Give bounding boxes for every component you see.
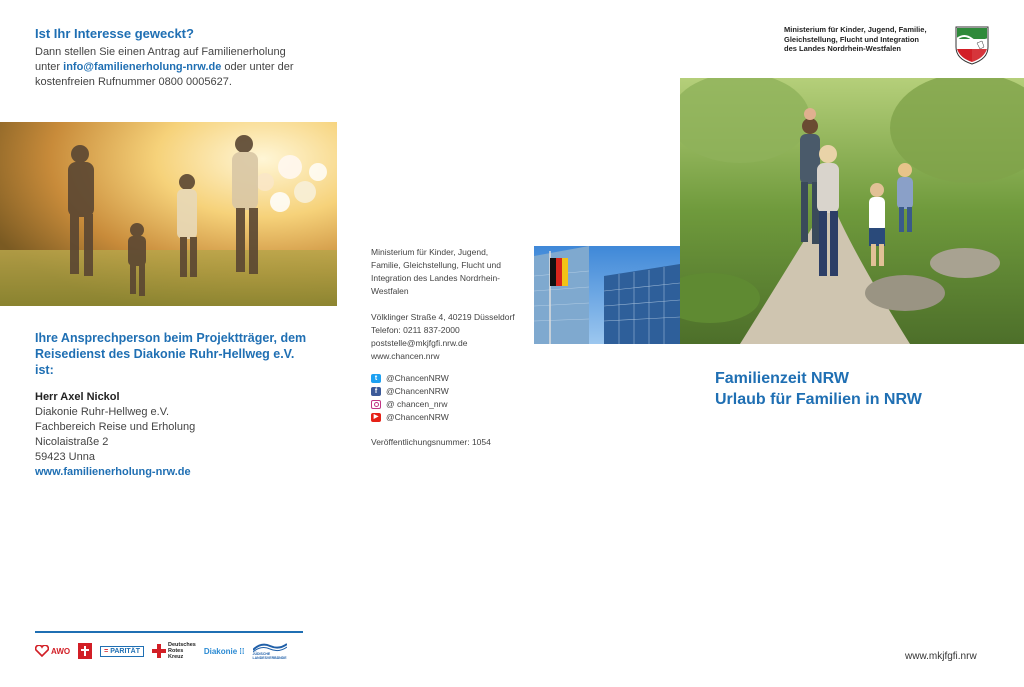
contact-web-link[interactable]: www.familienerholung-nrw.de [35, 466, 191, 478]
website-link[interactable]: www.chancen.nrw [371, 351, 440, 361]
social-media-list [371, 372, 449, 424]
nrw-crest-icon [952, 25, 992, 65]
interest-text [35, 45, 305, 90]
paritaet-logo: = PARITÄT [100, 646, 144, 657]
title-line-1: Familienzeit NRW [715, 370, 849, 387]
social-row-instagram[interactable]: @ chancen_nrw [371, 398, 449, 411]
interest-heading: Ist Ihr Interesse geweckt? [35, 26, 194, 41]
interest-text-part1: Dann stellen Sie einen Antrag auf Familienerholung unter [35, 46, 286, 73]
family-sunset-photo [0, 122, 337, 306]
ministry-address [371, 246, 526, 363]
publication-number: Veröffentlichungsnummer: 1054 [371, 437, 491, 447]
header-ministry-name: Ministerium für Kinder, Jugend, Familie, Gleichstellung, Flucht und Integration des Landes Nordrhein-Westfalen [784, 25, 927, 53]
caritas-logo [78, 643, 92, 659]
red-cross-logo: Deutsches Rotes Kreuz [152, 642, 196, 660]
brochure-title [715, 368, 922, 410]
ministry-line: Ministerium für Kinder, Jugend, [371, 247, 489, 257]
social-row-youtube[interactable]: ▶ @ChancenNRW [371, 411, 449, 424]
facebook-icon: f [371, 387, 381, 396]
ministry-line: Westfalen [371, 286, 409, 296]
awo-logo: AWO [35, 645, 70, 657]
logos-divider [35, 631, 303, 633]
contact-line: Nicolaistraße 2 [35, 436, 109, 448]
contact-heading: Ihre Ansprechperson beim Projektträger, dem Reisedienst des Diakonie Ruhr-Hellweg e.V. ist: [35, 331, 307, 377]
jewish-welfare-logo: JÜDISCHE LANDESVERBÄNDE [253, 642, 287, 660]
ministry-line: Integration des Landes Nordrhein- [371, 273, 500, 283]
phone-line: Telefon: 0211 837-2000 [371, 325, 460, 335]
youtube-icon: ▶ [371, 413, 381, 422]
ministry-line: Familie, Gleichstellung, Flucht und [371, 260, 501, 270]
diakonie-logo: Diakonie ⁞⁞ [203, 646, 245, 656]
contact-name: Herr Axel Nickol [35, 391, 120, 403]
instagram-icon [371, 400, 381, 409]
contact-line: Fachbereich Reise und Erholung [35, 421, 196, 433]
title-line-2: Urlaub für Familien in NRW [715, 391, 922, 408]
social-row-facebook[interactable]: f @ChancenNRW [371, 385, 449, 398]
interest-email-link[interactable]: info@familienerholung-nrw.de [63, 61, 222, 73]
contact-block [35, 390, 315, 480]
partner-logos [35, 640, 305, 662]
email-link[interactable]: poststelle@mkjfgfi.nrw.de [371, 338, 468, 348]
social-row-twitter[interactable]: t @ChancenNRW [371, 372, 449, 385]
twitter-icon: t [371, 374, 381, 383]
contact-line: Diakonie Ruhr-Hellweg e.V. [35, 406, 170, 418]
ministry-building-photo [534, 246, 680, 344]
interest-text-part2: oder unter der kostenfreien Rufnummer 0800 0005627. [35, 61, 294, 88]
address-line: Völklinger Straße 4, 40219 Düsseldorf [371, 312, 515, 322]
family-forest-photo [680, 78, 1024, 344]
footer-website-link[interactable]: www.mkjfgfi.nrw [905, 651, 977, 662]
contact-line: 59423 Unna [35, 451, 95, 463]
